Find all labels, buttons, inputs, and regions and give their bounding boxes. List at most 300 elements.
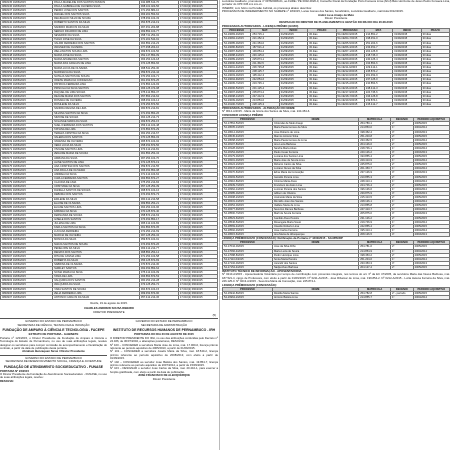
table-cell: Marcos Antonio Silva xyxy=(272,134,358,138)
facepe-block xyxy=(0,320,107,383)
table-cell: 0848161 19/06/2015 xyxy=(1,107,53,111)
table-cell: Valdete Maria de Lima xyxy=(272,204,358,208)
table-cell: 17.010(2) 060/2015 xyxy=(178,254,217,258)
table-cell: 2003/2013 xyxy=(413,151,449,155)
table-cell: 17.010(2) 060/2015 xyxy=(178,144,217,148)
column-header: INÍCIO xyxy=(279,29,307,33)
org-title: FUNDAÇÃO DE AMPARO À CIÊNCIA E TECNOLOGIA - FACEPE xyxy=(2,328,105,333)
table-cell: 17.010(2) 060/2015 xyxy=(178,5,217,9)
table-cell: 0848175 19/06/2015 xyxy=(1,164,53,168)
table-cell: 0848159 19/06/2015 xyxy=(1,99,53,103)
table-cell: 245.874-2 xyxy=(364,70,392,74)
table-cell: 54-19095-7/2015 xyxy=(223,82,251,86)
table-cell: 17.010(2) 060/2015 xyxy=(178,230,217,234)
table-cell: 54-18431-1/2015 xyxy=(223,200,273,204)
table-cell: 073.125.254-72 xyxy=(139,283,178,287)
table-cell: 17.010(2) 060/2015 xyxy=(178,156,217,160)
table-cell: 30 dias xyxy=(308,37,336,41)
table-cell: SHIRLEY SANTOS xyxy=(53,267,140,271)
table-cell: 057.125.254-39 xyxy=(139,185,178,189)
table-cell: 17.010(2) 060/2015 xyxy=(178,148,217,152)
table-cell: 1º xyxy=(390,126,413,130)
table-cell: 17.010(2) 060/2015 xyxy=(178,41,217,45)
table-cell: 236.745-8 xyxy=(251,66,279,70)
table-cell: 01/09/2015 xyxy=(279,62,307,66)
table-cell: 0848135 19/06/2015 xyxy=(1,1,53,5)
table-cell: 54-18592-3/2015 xyxy=(223,228,273,232)
table-row xyxy=(223,296,450,300)
table-cell: 17.010(2) 060/2015 xyxy=(178,9,217,13)
table-cell: 01/09/2015 xyxy=(279,86,307,90)
table-cell: 061.854.254-34 xyxy=(139,152,178,156)
table-cell: 254.781-0 xyxy=(359,245,391,249)
table-cell: ALINE SANTOS DE LIMA xyxy=(53,160,140,164)
table-cell: 54-19207-1/2015 xyxy=(336,49,364,53)
table-cell: 201.453-7 xyxy=(359,167,391,171)
table-cell: 069.854.254-21 xyxy=(139,201,178,205)
servants-table xyxy=(0,0,218,300)
table-cell: 0848174 19/06/2015 xyxy=(1,160,53,164)
table-cell: 071.254.884-10 xyxy=(139,9,178,13)
table-cell: 01/09/2015 xyxy=(393,74,421,78)
table-cell: 0848189 19/06/2015 xyxy=(1,222,53,226)
table-cell: 17.010(2) 060/2015 xyxy=(178,250,217,254)
table-cell: 01/09/2015 xyxy=(393,57,421,61)
table-cell: 215.412-7 xyxy=(364,102,392,106)
table-cell: 074.452.874-26 xyxy=(139,242,178,246)
table-cell: GISELE DOS SANTOS xyxy=(53,217,140,221)
table-cell: 2003/2013 xyxy=(413,232,449,236)
table-cell: 17.010(2) 060/2015 xyxy=(178,13,217,17)
table-cell: 01/09/2015 xyxy=(393,78,421,82)
table-cell: 0848162 19/06/2015 xyxy=(1,111,53,115)
table-cell: 2005/2015 xyxy=(413,122,449,126)
table-cell: 067.451.204-88 xyxy=(139,25,178,29)
despacho-title: DESPACHO DO DIRETOR DE PLANEJAMENTO E GESTÃO DO IRH DO DIA 20.08.2015 xyxy=(279,20,393,25)
table-cell: 228.125-3 xyxy=(251,102,279,106)
table-cell: 17.010(2) 060/2015 xyxy=(178,193,217,197)
table-cell: 214.851-2 xyxy=(364,33,392,37)
table-cell: 30 dias xyxy=(308,45,336,49)
table-cell: Edna Maria da Conceição xyxy=(272,171,358,175)
table-cell: 2º xyxy=(390,265,413,269)
table-cell: 54-19093-0/2015 xyxy=(223,74,251,78)
table-cell: 2005/2015 xyxy=(413,204,449,208)
table-cell: 2004/2014 xyxy=(413,208,449,212)
table-cell: 54-18014-0/2015 xyxy=(223,130,273,134)
table-cell: 17.010(2) 060/2015 xyxy=(178,111,217,115)
table-cell: SANDRA REGINA DE LIMA xyxy=(53,107,140,111)
table-cell: 2005/2015 xyxy=(413,245,449,249)
table-cell: FERNANDA DE SOUZA xyxy=(53,213,140,217)
table-cell: 17.010(2) 060/2015 xyxy=(178,66,217,70)
table-cell: 071.452.854-26 xyxy=(139,111,178,115)
table-cell: 2004/2014 xyxy=(413,138,449,142)
table6-title: LICENÇA PRÊMIO/GOZO (CONCESSÃO): xyxy=(222,282,277,287)
table-cell: ELIANE SANTOS LIMA xyxy=(53,205,140,209)
table-cell: MARINALVA DA SILVA xyxy=(53,70,140,74)
table-cell: 54-19098-1/2015 xyxy=(223,94,251,98)
table-cell: 54-19216-0/2015 xyxy=(336,86,364,90)
table-cell: 0848143 19/06/2015 xyxy=(1,33,53,37)
table-cell: Rosilda Maria Santos xyxy=(272,292,358,296)
table-cell: 0848168 19/06/2015 xyxy=(1,136,53,140)
table-cell: 17.010(2) 060/2015 xyxy=(178,58,217,62)
table-cell: 0848194 19/06/2015 xyxy=(1,242,53,246)
table-cell: 067.254.104-70 xyxy=(139,156,178,160)
table-cell: 059.874.104-91 xyxy=(139,238,178,242)
table-cell: 0848176 19/06/2015 xyxy=(1,168,53,172)
table-cell: 251.204-6 xyxy=(364,41,392,45)
indeferimento-text: PROCESSOS DE INDEFERIMENTO NO SAMEPE nº 18/2015, Lucas Gomes dos Santos, beneficiário, Lucivânia Gualberto, matrícula 0012/2015. xyxy=(222,9,404,14)
table-cell: 0848154 19/06/2015 xyxy=(1,78,53,82)
table-cell: 01/09/2015 xyxy=(279,53,307,57)
table-cell: 54-19091-4/2015 xyxy=(223,66,251,70)
table-cell: 208.125-7 xyxy=(251,70,279,74)
table-cell: 0848150 19/06/2015 xyxy=(1,62,53,66)
table-cell: 0848184 19/06/2015 xyxy=(1,201,53,205)
table-cell: 2º xyxy=(390,196,413,200)
table-cell: 0848183 19/06/2015 xyxy=(1,197,53,201)
table-cell: 240.126-2 xyxy=(359,151,391,155)
licenca-gozo-body xyxy=(223,33,450,107)
table-cell: 2003/2013 xyxy=(413,212,449,216)
table-cell: 01/09/2015 xyxy=(279,98,307,102)
table-cell: 17.010(2) 060/2015 xyxy=(178,246,217,250)
table-cell: 54-19217-9/2015 xyxy=(336,90,364,94)
table-cell: 30 dias xyxy=(421,45,449,49)
table-cell: 2º xyxy=(390,216,413,220)
table-cell: Jose Carlos Ferreira xyxy=(272,228,358,232)
table-cell: 54-19090-6/2015 xyxy=(223,62,251,66)
table-cell: 1º xyxy=(390,138,413,142)
org-title-2: FUNDAÇÃO DE ATENDIMENTO SOCIOEDUCATIVO - FUNASE xyxy=(4,364,103,369)
table-cell: 30 dias xyxy=(421,62,449,66)
table-cell: 17.010(2) 060/2015 xyxy=(178,46,217,50)
table-cell: 17.010(2) 060/2015 xyxy=(178,86,217,90)
table-cell: 17.010(2) 060/2015 xyxy=(178,172,217,176)
table-cell: MARIA APARECIDA SANTOS xyxy=(53,58,140,62)
table-cell: 2º xyxy=(390,122,413,126)
table-cell: 54-18068-3/2015 xyxy=(223,138,273,142)
table-cell: 060.412.214-58 xyxy=(139,197,178,201)
table-cell: 30 dias xyxy=(308,98,336,102)
table-cell: 233.452-5 xyxy=(359,138,391,142)
table-cell: 3º xyxy=(390,191,413,195)
table-cell: 2005/2015 xyxy=(413,142,449,146)
table-cell: 071.254.104-58 xyxy=(139,254,178,258)
table-cell: 54-19087-6/2015 xyxy=(223,49,251,53)
table-cell: 0848201 19/06/2015 xyxy=(1,271,53,275)
table-cell: 064.254.104-96 xyxy=(139,205,178,209)
licenca-premio-body xyxy=(223,122,450,237)
table-cell: 54-19220-9/2015 xyxy=(336,102,364,106)
table-cell: 072.254.214-69 xyxy=(139,230,178,234)
table-cell: 54-19085-0/2015 xyxy=(223,41,251,45)
table-cell: 1º xyxy=(390,159,413,163)
table-cell: 071.412.104-62 xyxy=(139,172,178,176)
table-cell: 17.010(2) 060/2015 xyxy=(178,226,217,230)
column-header: DECÊNIO xyxy=(390,241,413,245)
table-cell: 210.855-3 xyxy=(359,175,391,179)
column-header: PROCESSO xyxy=(223,288,273,292)
table-cell: 17.010(2) 060/2015 xyxy=(178,160,217,164)
table-cell: 0848188 19/06/2015 xyxy=(1,217,53,221)
table-cell: 01/09/2015 xyxy=(279,45,307,49)
table-cell: 17.010(2) 060/2015 xyxy=(178,291,217,295)
table-cell: 066.452.854-08 xyxy=(139,168,178,172)
table-cell: 247.413-7 xyxy=(359,208,391,212)
table-cell: RAFAEL DOS SANTOS SILVA xyxy=(53,13,140,17)
table-cell: 060.874.214-81 xyxy=(139,107,178,111)
table-cell: 17.010(2) 060/2015 xyxy=(178,50,217,54)
table-cell: 0848207 19/06/2015 xyxy=(1,295,53,299)
table-cell: 057.412.214-36 xyxy=(139,295,178,299)
table-cell: KARLA SANTOS DA SILVA xyxy=(53,226,140,230)
table-cell: 01/09/2015 xyxy=(279,66,307,70)
table-cell: 064.874.104-15 xyxy=(139,287,178,291)
portarias-title: PORTARIAS DO DIA 20 DE AGOSTO DE 2015 xyxy=(134,332,194,337)
column-header: PROCESSO xyxy=(223,118,273,122)
table-cell: 54-17066-4/2015 xyxy=(223,249,273,253)
table-cell: 17.010(2) 060/2015 xyxy=(178,205,217,209)
column-header: PROCESSO xyxy=(223,29,251,33)
irh-item-1: Nº 100 – CONCEDER a servidora Maria Jose de Lima, mat. 17.000-0, licença prêmio referente ao período aquisitivo de 2005/2010, a partir de 01/09/2015. xyxy=(110,342,218,350)
table-cell: 2004/2014 xyxy=(413,228,449,232)
table-cell: 54-19206-3/2015 xyxy=(336,45,364,49)
table-cell: 254.780-1 xyxy=(359,122,391,126)
table-cell: 01/09/2015 xyxy=(393,82,421,86)
table-cell: 17.010(2) 060/2015 xyxy=(178,234,217,238)
gov-line-3: GOVERNO DO ESTADO DE PERNAMBUCO xyxy=(135,319,193,324)
table-cell: 0848163 19/06/2015 xyxy=(1,115,53,119)
table-cell: Marli de Souza Ferreira xyxy=(272,212,358,216)
table-cell: VIVIANE SANTOS LIMA xyxy=(53,148,140,152)
table-cell: 1º xyxy=(390,200,413,204)
table-cell: 30 dias xyxy=(421,66,449,70)
table-cell: 240.125-4 xyxy=(364,57,392,61)
table-cell: MARCIA DE OLIVEIRA xyxy=(53,234,140,238)
table-cell: 54-17864-5/2015 xyxy=(223,122,273,126)
table-cell: 068.452.104-14 xyxy=(139,99,178,103)
table-cell: 17.010(2) 060/2015 xyxy=(178,238,217,242)
table-cell: 0848157 19/06/2015 xyxy=(1,91,53,95)
table2-text: Nº 0014-A/2015 - Maria da Gloria dos Santos da Silva, mat. 244.454-6. xyxy=(222,109,311,114)
table-cell: 056.412.104-48 xyxy=(139,123,178,127)
table-cell: 54-18045-4/2015 xyxy=(223,134,273,138)
table-cell: 213.855-8 xyxy=(359,204,391,208)
table-cell: ZELIA FERREIRA LIMA xyxy=(53,291,140,295)
table-cell: 17.010(2) 060/2015 xyxy=(178,279,217,283)
table-cell: 251.203-8 xyxy=(359,134,391,138)
table-cell: SILVANA SANTOS DA SILVA xyxy=(53,111,140,115)
table-cell: 17.010(2) 060/2015 xyxy=(178,1,217,5)
table-cell: 2004/2014 xyxy=(413,249,449,253)
table-cell: 069.852.104-77 xyxy=(139,29,178,33)
table-cell: ROSANA DE OLIVEIRA xyxy=(53,99,140,103)
table-cell: Cristina Maria Alves xyxy=(272,179,358,183)
table-cell: 071.201.544-91 xyxy=(139,37,178,41)
table-cell: Jurandir dos Santos xyxy=(272,261,358,265)
table-cell: Luciana dos Santos Lima xyxy=(272,155,358,159)
table-cell: Maria Jose de Souza Lima xyxy=(272,159,358,163)
table-cell: 01/09/2015 xyxy=(279,49,307,53)
table-cell: 068.874.104-16 xyxy=(139,189,178,193)
table-cell: 54-18339-7/2015 xyxy=(223,183,273,187)
table-cell: 17.010(2) 060/2015 xyxy=(178,21,217,25)
table-cell: 070.254.104-71 xyxy=(139,74,178,78)
column-header: PRAZO xyxy=(308,29,336,33)
table-cell: LUCIANA FERREIRA xyxy=(53,230,140,234)
table-cell: 0848181 19/06/2015 xyxy=(1,189,53,193)
table-cell: Lucimar Pereira dos Santos xyxy=(272,187,358,191)
table-cell: 254.782-8 xyxy=(359,292,391,296)
table-cell: 01/09/2015 xyxy=(279,41,307,45)
signer-title: DIRETOR PRESIDENTE xyxy=(93,309,125,314)
concessao-body xyxy=(223,292,450,300)
table-cell: 17.010(2) 060/2015 xyxy=(178,189,217,193)
table-cell: 0848204 19/06/2015 xyxy=(1,283,53,287)
table-cell: 54-19219-5/2015 xyxy=(336,98,364,102)
table-cell: 30 dias xyxy=(421,94,449,98)
table-cell: 0848144 19/06/2015 xyxy=(1,37,53,41)
table-cell: 241.354-0 xyxy=(251,41,279,45)
sign-name: André Lusa Araújo de Melo xyxy=(317,12,355,17)
table-cell: 17.010(2) 060/2015 xyxy=(178,177,217,181)
table-cell: 54-18179-0/2015 xyxy=(223,155,273,159)
insert-text: INSERIR, com fulcro na Pensão Judicial, os processos abaixo descritos: xyxy=(222,5,312,10)
column-header: PERÍODO AQUISITIVO xyxy=(413,241,449,245)
table-cell: 17.010(2) 060/2015 xyxy=(178,271,217,275)
table-cell: 01/09/2015 xyxy=(279,82,307,86)
table-cell: 205.875-0 xyxy=(359,212,391,216)
table-cell: 30 dias xyxy=(308,82,336,86)
table-cell: 198.453-2 xyxy=(359,253,391,257)
table-cell: 17.010(2) 060/2015 xyxy=(178,99,217,103)
irh-para-1: O DIRETOR PRESIDENTE DO IRH, no uso das atribuições conferidas pelo Decreto nº 24.466, de 30/07/2002, e alterações posteriores, RESOLVE: xyxy=(110,335,218,344)
table-cell: Maria Paula Gomes da Silva xyxy=(272,126,358,130)
table-cell: 215.413-5 xyxy=(359,196,391,200)
table-cell: 54-19089-2/2015 xyxy=(223,57,251,61)
table-cell: 54-18005-1/2015 xyxy=(223,126,273,130)
table-cell: 0848173 19/06/2015 xyxy=(1,156,53,160)
table-cell: 057.854.214-62 xyxy=(139,95,178,99)
table-cell: 205.874-2 xyxy=(251,90,279,94)
table-cell: Roberto Carlos da Silva xyxy=(272,163,358,167)
table-cell: 3º xyxy=(390,171,413,175)
table-cell: 54-19204-7/2015 xyxy=(336,37,364,41)
extract-signer: Abraham Benzaquen Sicsú / Diretor Presidente xyxy=(22,349,85,354)
table-cell: 54-17088-8/2015 xyxy=(223,253,273,257)
table-cell: 01/09/2015 xyxy=(393,37,421,41)
table-cell: 2005/2015 xyxy=(413,265,449,269)
table-cell: 246.125-0 xyxy=(251,53,279,57)
table-cell: 2003/2013 xyxy=(413,130,449,134)
extract-text: Portaria nº 123/2015, o Diretor Presidente da Fundação de Amparo à Ciência e Tecnologia do Estado de Pernambuco, no uso de suas atribuições legais, resolve designar os servidores para compor comissão de acompanhamento e fiscalização do contrato, a partir da data de publicação desta portaria. xyxy=(0,335,107,350)
table-cell: Josineide Maria da Silva xyxy=(272,196,358,200)
table-cell: 195.413-1 xyxy=(359,228,391,232)
table-cell: 0848187 19/06/2015 xyxy=(1,213,53,217)
table-cell: NATALIA SANTOS DE SOUZA xyxy=(53,74,140,78)
table-cell: VERA LUCIA DA SILVA xyxy=(53,144,140,148)
irh-signer: JOSÉ FRANCISCO DE ALBUQUERQUE xyxy=(137,373,191,378)
table-cell: 54-18154-0/2015 xyxy=(223,151,273,155)
table-cell: 17.010(2) 060/2015 xyxy=(178,70,217,74)
table-cell: RITA DE CASSIA LIMA xyxy=(53,254,140,258)
table-cell: SONIA MARIA DA SILVA xyxy=(53,271,140,275)
table-cell: 17.010(2) 060/2015 xyxy=(178,103,217,107)
table-cell: 0848148 19/06/2015 xyxy=(1,54,53,58)
table-cell: 198.452-4 xyxy=(359,130,391,134)
table-cell: 2005/2015 xyxy=(413,196,449,200)
table-cell: 077.458.204-10 xyxy=(139,46,178,50)
table-cell: 0848203 19/06/2015 xyxy=(1,279,53,283)
table-cell: 17.010(2) 060/2015 xyxy=(178,295,217,299)
table-cell: 0848152 19/06/2015 xyxy=(1,70,53,74)
table-cell: 233.453-3 xyxy=(359,261,391,265)
table-cell: 060.254.214-28 xyxy=(139,279,178,283)
table-cell: 066.854.874-53 xyxy=(139,275,178,279)
table-cell: 17.010(2) 060/2015 xyxy=(178,33,217,37)
table-cell: Severino Ramos Barbosa xyxy=(272,208,358,212)
table-cell: 01/09/2015 xyxy=(393,102,421,106)
table-cell: ANTONIO CARLOS DA SILVA xyxy=(53,295,140,299)
table-cell: VALDIR FERREIRA DOS SANTOS xyxy=(53,41,140,45)
table-cell: 1º xyxy=(390,179,413,183)
table-cell: CRISTIANE DA SILVA xyxy=(53,185,140,189)
table-cell: 54-18569-4/2015 xyxy=(223,224,273,228)
table-cell: 3º xyxy=(390,151,413,155)
table-cell: 0848153 19/06/2015 xyxy=(1,74,53,78)
table-cell: 248.413-1 xyxy=(359,179,391,183)
table-cell: 54-18362-1/2015 xyxy=(223,187,273,191)
resolve-label: RESOLVE: xyxy=(0,378,15,383)
table-cell: 01/09/2015 xyxy=(279,57,307,61)
table-cell: ROBERTO SANTOS DA SILVA xyxy=(53,21,140,25)
right-column xyxy=(222,0,450,300)
column-header: MATRÍCULA xyxy=(359,241,391,245)
table-cell: 01/09/2015 xyxy=(279,74,307,78)
column-header: PROCESSO xyxy=(336,29,364,33)
table-cell: 2005/2015 xyxy=(413,216,449,220)
table-cell: 0848138 19/06/2015 xyxy=(1,13,53,17)
table-cell: PAULA GABRIELA DE OLIVEIRA SILVA xyxy=(53,5,140,9)
table-cell: 073.412.214-81 xyxy=(139,148,178,152)
table-cell: 214.854-9 xyxy=(359,249,391,253)
table-cell: 254.715-1 xyxy=(251,33,279,37)
table-cell: 30 dias xyxy=(308,86,336,90)
table-cell: 231.125-4 xyxy=(251,86,279,90)
table-cell: 0848167 19/06/2015 xyxy=(1,132,53,136)
table-cell: 01/09/2015 xyxy=(279,70,307,74)
table-cell: 17.010(2) 060/2015 xyxy=(178,287,217,291)
date-line: Recife, 19 de agosto de 2015. xyxy=(90,300,128,305)
table-cell: 17.010(2) 060/2015 xyxy=(178,242,217,246)
table-cell: 01/09/2015 xyxy=(393,53,421,57)
table-cell: 30 dias xyxy=(421,102,449,106)
table-cell: 54-19092-2/2015 xyxy=(223,70,251,74)
irh-signer-title: Diretor Presidente xyxy=(152,376,176,381)
table-cell: 064.852.214-23 xyxy=(139,41,178,45)
table-cell: 0848199 19/06/2015 xyxy=(1,263,53,267)
table-cell: 17.010(2) 060/2015 xyxy=(178,168,217,172)
table-cell: 30 dias xyxy=(308,102,336,106)
gov-line: GOVERNO DO ESTADO DE PERNAMBUCO xyxy=(25,319,82,324)
table-cell: 54-19205-5/2015 xyxy=(336,41,364,45)
table-cell: 01/09/2015 xyxy=(393,90,421,94)
table-cell: Cristovão de Melo Araujo xyxy=(272,122,358,126)
retificacao-body xyxy=(223,245,450,270)
